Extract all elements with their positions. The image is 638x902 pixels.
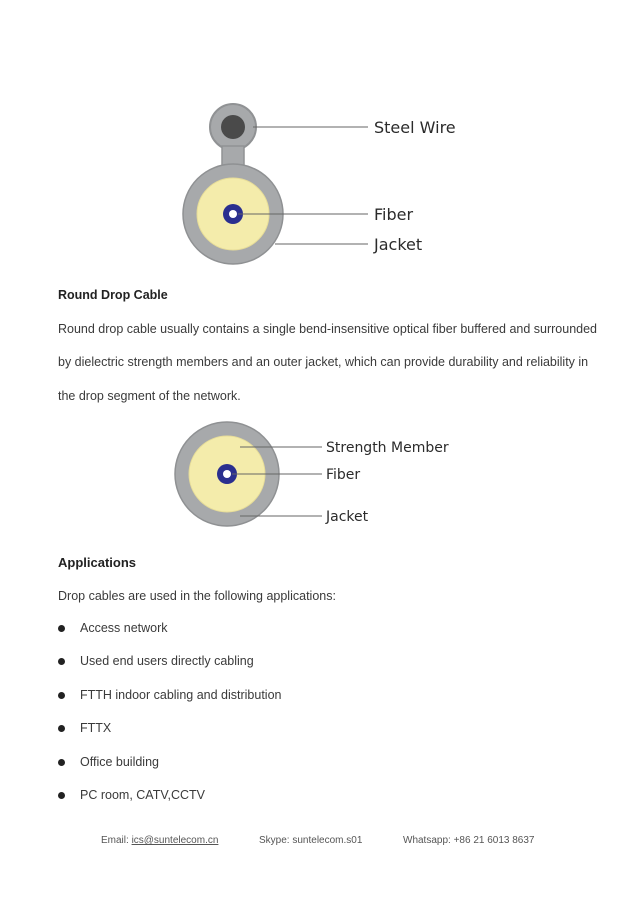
- round-drop-paragraph-line-3: the drop segment of the network.: [58, 389, 241, 403]
- footer-skype: Skype: suntelecom.s01: [259, 835, 363, 846]
- applications-intro: Drop cables are used in the following applications:: [58, 589, 336, 603]
- steel-wire-label: Steel Wire: [374, 118, 456, 137]
- round-fiber-label: Fiber: [326, 467, 361, 483]
- steel-wire-core: [221, 115, 245, 139]
- round-drop-paragraph-line-1: Round drop cable usually contains a single bend-insensitive optical fiber buffered and surrounded: [58, 322, 598, 336]
- footer-whatsapp: Whatsapp: +86 21 6013 8637: [403, 835, 535, 846]
- round-fiber-core-center: [223, 470, 231, 478]
- bullet-icon: [58, 759, 65, 766]
- fiber-core-center: [229, 210, 237, 218]
- section-title-round-drop: Round Drop Cable: [58, 288, 168, 302]
- list-item-text: Used end users directly cabling: [80, 654, 254, 669]
- bullet-icon: [58, 725, 65, 732]
- footer-email-label: Email:: [101, 835, 132, 846]
- drop-cable-diagram: [150, 90, 490, 275]
- list-item-text: FTTH indoor cabling and distribution: [80, 687, 282, 702]
- fiber-label: Fiber: [374, 205, 414, 224]
- list-item-text: Access network: [80, 621, 168, 635]
- list-item-text: PC room, CATV,CCTV: [80, 787, 206, 802]
- footer-email: [101, 835, 218, 846]
- strength-member-label: Strength Member: [326, 440, 449, 456]
- bullet-icon: [58, 792, 65, 799]
- bullet-icon: [58, 625, 65, 632]
- round-drop-paragraph-line-2: by dielectric strength members and an outer jacket, which can provide durability and reliability in: [58, 355, 589, 369]
- round-jacket-label: Jacket: [326, 509, 369, 525]
- section-title-applications: Applications: [58, 555, 137, 570]
- round-drop-cable-diagram: [170, 420, 460, 530]
- bullet-icon: [58, 658, 65, 665]
- jacket-label: Jacket: [374, 235, 423, 254]
- bullet-icon: [58, 692, 65, 699]
- list-item-text: FTTX: [80, 721, 112, 736]
- list-item-text: Office building: [80, 754, 159, 769]
- email-link[interactable]: ics@suntelecom.cn: [131, 835, 219, 846]
